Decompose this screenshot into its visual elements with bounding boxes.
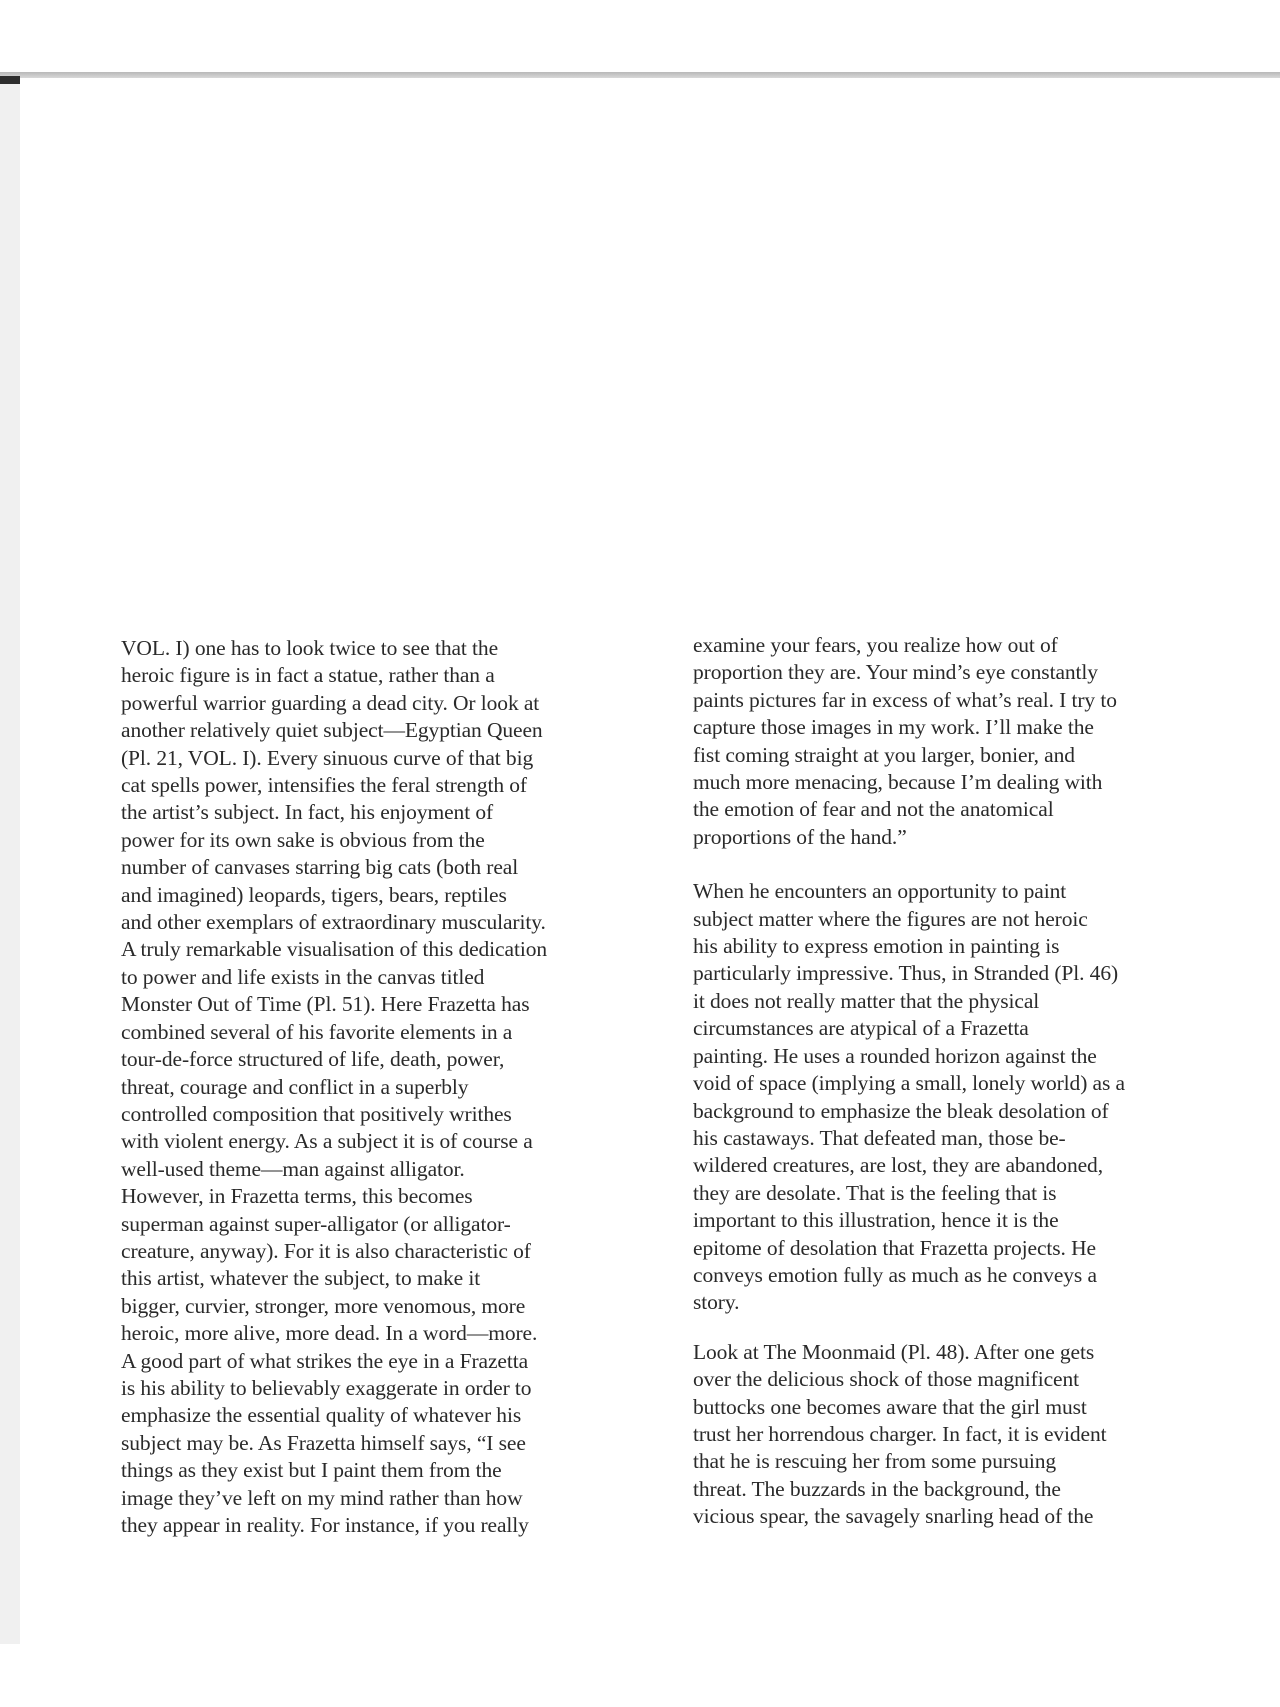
text-line: emphasize the essential quality of whatever his bbox=[121, 1403, 522, 1428]
text-line: is his ability to believably exaggerate in order to bbox=[121, 1375, 532, 1400]
text-line: much more menacing, because I’m dealing with bbox=[693, 770, 1103, 795]
text-line: heroic figure is in fact a statue, rather than a bbox=[121, 663, 495, 688]
text-line: trust her horrendous charger. In fact, it is evident bbox=[693, 1421, 1107, 1446]
text-line: (Pl. 21, VOL. I). Every sinuous curve of that big bbox=[121, 745, 534, 770]
text-line: When he encounters an opportunity to paint bbox=[693, 879, 1067, 904]
text-line: image they’ve left on my mind rather than how bbox=[121, 1485, 523, 1510]
page-left-edge bbox=[0, 84, 20, 1644]
text-line: conveys emotion fully as much as he conveys a bbox=[693, 1262, 1097, 1287]
text-line: superman against super-alligator (or alligator- bbox=[121, 1211, 511, 1236]
text-line: VOL. I) one has to look twice to see that the bbox=[121, 636, 499, 660]
paragraph-spacer bbox=[693, 851, 1213, 878]
text-line: well-used theme—man against alligator. bbox=[121, 1156, 465, 1181]
text-line: to power and life exists in the canvas titled bbox=[121, 964, 485, 989]
left-text-column bbox=[121, 635, 641, 1539]
text-line: powerful warrior guarding a dead city. Or look at bbox=[121, 690, 540, 715]
text-line: threat. The buzzards in the background, the bbox=[693, 1476, 1061, 1501]
text-line: the artist’s subject. In fact, his enjoyment of bbox=[121, 800, 494, 825]
quote-continuation-paragraph bbox=[693, 632, 1213, 851]
text-line: A good part of what strikes the eye in a Frazetta bbox=[121, 1348, 529, 1373]
moonmaid-paragraph bbox=[693, 1339, 1213, 1531]
text-line: subject may be. As Frazetta himself says, “I see bbox=[121, 1430, 526, 1455]
text-line: epitome of desolation that Frazetta projects. He bbox=[693, 1235, 1096, 1260]
text-line: they appear in reality. For instance, if you really bbox=[121, 1513, 529, 1537]
text-line: things as they exist but I paint them from the bbox=[121, 1458, 502, 1483]
text-line: Monster Out of Time (Pl. 51). Here Frazetta has bbox=[121, 992, 530, 1017]
paragraph-spacer bbox=[693, 1317, 1213, 1339]
text-line: with violent energy. As a subject it is of course a bbox=[121, 1129, 533, 1154]
text-line: cat spells power, intensifies the feral strength of bbox=[121, 773, 527, 798]
text-line: proportions of the hand.” bbox=[693, 824, 907, 849]
text-line: proportion they are. Your mind’s eye constantly bbox=[693, 660, 1098, 685]
text-line: the emotion of fear and not the anatomical bbox=[693, 797, 1054, 822]
text-line: and other exemplars of extraordinary muscularity. bbox=[121, 910, 546, 935]
text-line: creature, anyway). For it is also characteristic of bbox=[121, 1238, 531, 1263]
text-line: buttocks one becomes aware that the girl must bbox=[693, 1394, 1087, 1419]
text-line: tour-de-force structured of life, death, power, bbox=[121, 1047, 505, 1072]
text-line: combined several of his favorite elements in a bbox=[121, 1019, 513, 1044]
top-page-rule bbox=[0, 72, 1280, 78]
text-line: his ability to express emotion in painting is bbox=[693, 934, 1060, 959]
text-line: threat, courage and conflict in a superbly bbox=[121, 1074, 469, 1099]
text-line: fist coming straight at you larger, bonier, and bbox=[693, 742, 1075, 767]
text-line: his castaways. That defeated man, those be- bbox=[693, 1125, 1066, 1150]
text-line: Look at The Moonmaid (Pl. 48). After one gets bbox=[693, 1339, 1095, 1364]
text-line: circumstances are atypical of a Frazetta bbox=[693, 1016, 1029, 1041]
text-line: capture those images in my work. I’ll make the bbox=[693, 715, 1094, 740]
page-corner-mark bbox=[0, 76, 20, 84]
text-line: over the delicious shock of those magnificent bbox=[693, 1367, 1079, 1392]
text-line: it does not really matter that the physical bbox=[693, 988, 1040, 1013]
text-line: wildered creatures, are lost, they are abandoned, bbox=[693, 1153, 1103, 1178]
text-line: and imagined) leopards, tigers, bears, reptiles bbox=[121, 882, 507, 907]
text-line: they are desolate. That is the feeling that is bbox=[693, 1180, 1057, 1205]
text-line: this artist, whatever the subject, to make it bbox=[121, 1266, 481, 1291]
text-line: particularly impressive. Thus, in Stranded (Pl. 46) bbox=[693, 961, 1119, 986]
text-line: examine your fears, you realize how out of bbox=[693, 633, 1058, 657]
text-line: However, in Frazetta terms, this becomes bbox=[121, 1184, 473, 1209]
text-line: controlled composition that positively writhes bbox=[121, 1101, 512, 1126]
text-line: A truly remarkable visualisation of this dedication bbox=[121, 937, 547, 962]
text-line: painting. He uses a rounded horizon against the bbox=[693, 1043, 1097, 1068]
text-line: background to emphasize the bleak desolation of bbox=[693, 1098, 1109, 1123]
text-line: story. bbox=[693, 1290, 740, 1315]
text-line: paints pictures far in excess of what’s real. I try to bbox=[693, 687, 1117, 712]
text-line: bigger, curvier, stronger, more venomous, more bbox=[121, 1293, 526, 1318]
text-line: number of canvases starring big cats (both real bbox=[121, 855, 519, 880]
text-line: power for its own sake is obvious from the bbox=[121, 827, 485, 852]
stranded-paragraph bbox=[693, 878, 1213, 1317]
text-line: that he is rescuing her from some pursuing bbox=[693, 1449, 1057, 1474]
right-text-column bbox=[693, 632, 1213, 1531]
text-line: vicious spear, the savagely snarling head of the bbox=[693, 1504, 1094, 1529]
text-line: important to this illustration, hence it is the bbox=[693, 1208, 1059, 1233]
text-line: void of space (implying a small, lonely world) as a bbox=[693, 1071, 1125, 1096]
text-line: heroic, more alive, more dead. In a word—more. bbox=[121, 1321, 538, 1346]
text-line: subject matter where the figures are not heroic bbox=[693, 906, 1088, 931]
text-line: another relatively quiet subject—Egyptian Queen bbox=[121, 718, 543, 743]
